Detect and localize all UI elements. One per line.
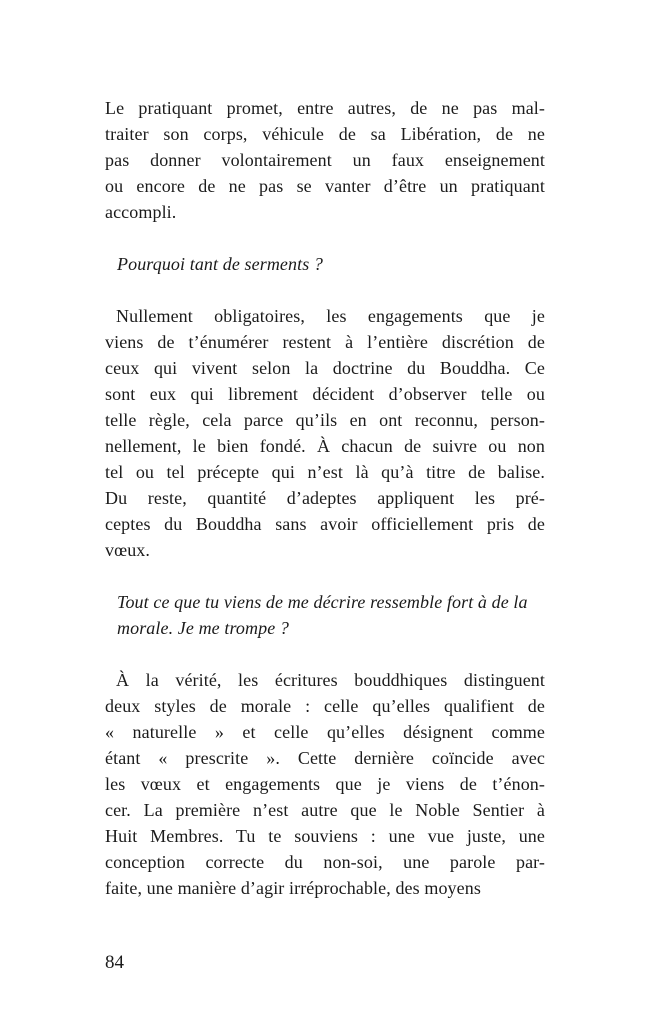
paragraph [105,667,545,901]
text-line: deux styles de morale : celle qu’elles qualifient de [105,696,545,716]
text-line: nellement, le bien fondé. À chacun de suivre ou non [105,436,545,456]
text-line: ceux qui vivent selon la doctrine du Bouddha. Ce [105,358,545,378]
text-line: « naturelle » et celle qu’elles désignent comme [105,722,545,742]
text-line: telle règle, cela parce qu’ils en ont reconnu, person- [105,410,545,430]
page-number: 84 [105,952,124,973]
text-line: Du reste, quantité d’adeptes appliquent les pré- [105,488,545,508]
text-line: Nullement obligatoires, les engagements que je [116,306,545,326]
text-line: faite, une manière d’agir irréprochable, des moyens [105,878,481,898]
text-line: ou encore de ne pas se vanter d’être un pratiquant [105,176,545,196]
text-line: ceptes du Bouddha sans avoir officiellement pris de [105,514,545,534]
text-line: pas donner volontairement un faux enseignement [105,150,545,170]
text-line: les vœux et engagements que je viens de t’énon- [105,774,545,794]
page-text [105,95,545,901]
text-line: Le pratiquant promet, entre autres, de ne pas mal- [105,98,545,118]
text-line: Pourquoi tant de serments ? [117,254,324,274]
text-line: tel ou tel précepte qui n’est là qu’à titre de balise. [105,462,545,482]
dialogue-question [105,251,545,277]
text-line: accompli. [105,202,177,222]
paragraph [105,95,545,225]
text-line: sont eux qui librement décident d’observer telle ou [105,384,545,404]
text-line: cer. La première n’est autre que le Noble Sentier à [105,800,545,820]
paragraph [105,303,545,563]
text-line: viens de t’énumérer restent à l’entière discrétion de [105,332,545,352]
text-line: À la vérité, les écritures bouddhiques distinguent [116,670,545,690]
dialogue-question [105,589,545,641]
text-line: Huit Membres. Tu te souviens : une vue juste, une [105,826,545,846]
text-line: Tout ce que tu viens de me décrire ressemble fort à de la [117,592,528,612]
text-line: conception correcte du non-soi, une parole par- [105,852,545,872]
text-line: morale. Je me trompe ? [117,618,289,638]
text-line: traiter son corps, véhicule de sa Libération, de ne [105,124,545,144]
text-line: étant « prescrite ». Cette dernière coïncide avec [105,748,545,768]
text-line: vœux. [105,540,150,560]
